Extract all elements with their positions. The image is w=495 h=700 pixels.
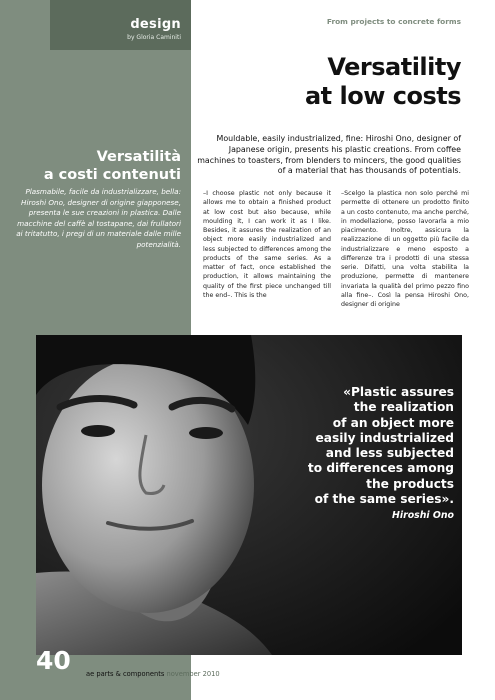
pull-quote-line: «Plastic assures [343, 385, 454, 399]
pull-quote-line: of the same series». [314, 492, 454, 507]
article-title-line: at low costs [304, 82, 461, 110]
italian-title [11, 148, 181, 184]
article-title [201, 53, 461, 111]
italian-title-line: a costi contenuti [43, 167, 181, 183]
article-title-line: Versatility [327, 53, 461, 81]
magazine-name: ae parts & components [86, 670, 165, 678]
quote-author: Hiroshi Ono [392, 510, 454, 521]
pull-quote-line: the realization [353, 400, 454, 415]
author-byline: by Gloria Caminiti [127, 34, 181, 41]
italian-summary: Plasmabile, facile da industrializzare, bella: Hiroshi Ono, designer di origine giapponese, presenta le sue creazioni in plastica. Dalle macchine del caffè al tostapane, dai frullatori ai tritatutto, i pregi di un materiale dalle mille potenzialità. [16, 187, 181, 249]
pull-quote-line: easily industrialized [315, 430, 454, 445]
body-column-italian: –Scelgo la plastica non solo perché mi permette di ottenere un prodotto finito a un costo contenuto, ma anche perché, in modellazione, posso lavorarla a mio piacimento. Inoltre, assicura la realizzazione di un oggetto più facile da industrializzare e meno esposto a differenze tra i prodotti di una stessa serie. Difatti, una volta stabilita la produzione, permette di mantenere invariata la qualità del primo pezzo fino alla fine–. Così la pensa Hiroshi Ono, designer di origine [341, 190, 469, 308]
body-column-english: –I choose plastic not only because it allows me to obtain a finished product at low cost but also because, while moulding it, I can work it as I like. Besides, it assures the realization of an object more easily industrialized and less subjected to differences among the products of the same series. As a matter of fact, once established the production, it allows maintaining the quality of the first piece unchanged till the end–. This is the [203, 190, 331, 299]
pull-quote-line: the products [366, 476, 454, 491]
pull-quote-line: of an object more [332, 415, 454, 430]
issue-date: november 2010 [166, 670, 220, 678]
footer [86, 670, 220, 678]
portrait-photo [36, 335, 462, 655]
page-number: 40 [36, 646, 71, 675]
pull-quote [266, 385, 454, 507]
kicker: From projects to concrete forms [326, 17, 461, 26]
section-tab [50, 0, 191, 50]
section-name: design [130, 17, 181, 32]
italian-title-line: Versatilità [96, 149, 181, 165]
pull-quote-line: to differences among [307, 461, 454, 476]
pull-quote-line: and less subjected [325, 446, 454, 461]
article-summary: Mouldable, easily industrialized, fine: Hiroshi Ono, designer of Japanese origin, presents his plastic creations. From coffee machines to toasters, from blenders to mincers, the good qualities of a material that has thousands of potentials. [197, 134, 461, 176]
